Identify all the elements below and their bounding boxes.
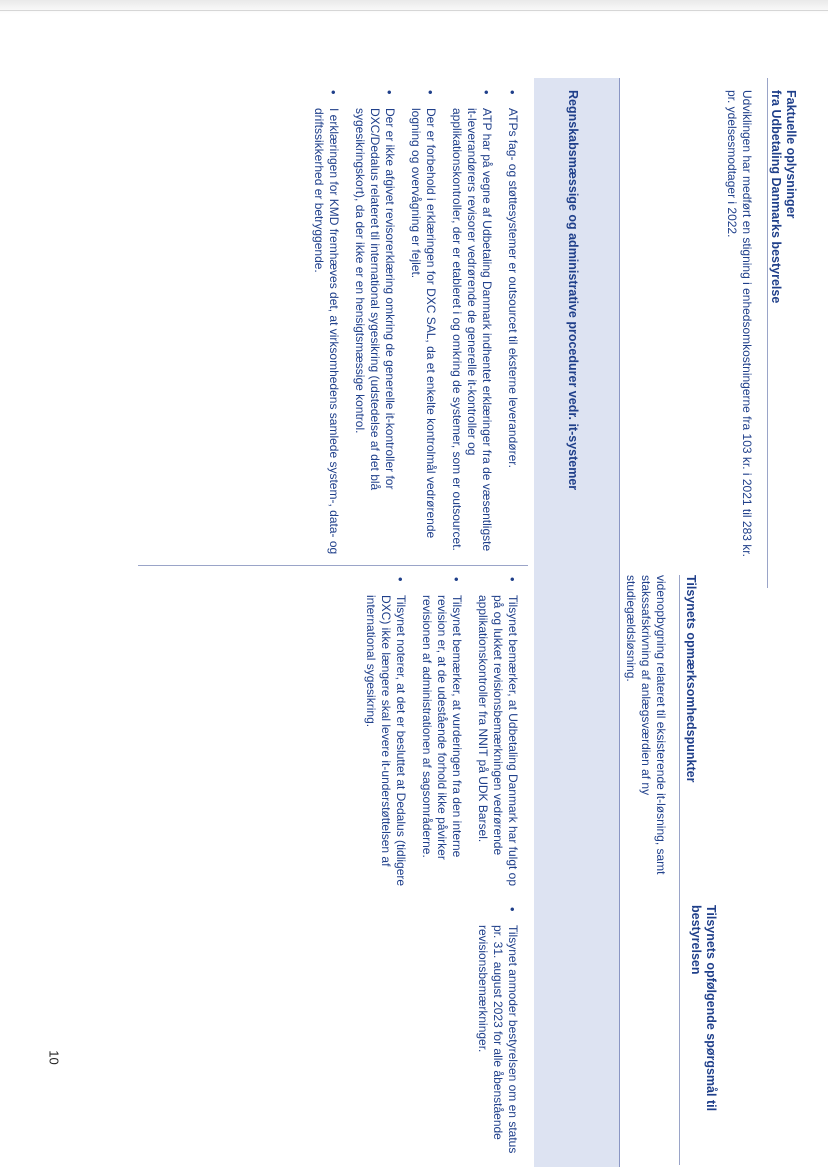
col2-bullet: • Tilsynet noterer, at det er besluttet at Dedalus (tidligere DXC) ikke længere skal levere it-understøttelsen af international sygesikring. <box>363 575 408 895</box>
col2-header <box>683 575 698 915</box>
col1-header-rule <box>767 78 768 588</box>
page-number: 10 <box>46 1050 62 1065</box>
col1-header <box>768 90 798 510</box>
col3-header-line1: Tilsynets opfølgende spørgsmål til <box>704 905 718 1112</box>
col2-header-text: Tilsynets opmærksomhedspunkter <box>684 575 698 783</box>
col1-bullet: • ATP har på vegne af Udbetaling Danmark indhentet erklæringer fra de væsentligste it-leverandørers revisorer vedrørende de generelle it-kontroller og applikationskontroller, der er etableret i og omkring de systemer, som er outsourcet. <box>449 88 494 558</box>
col1-bullet: • I erklæringen for KMD fremhæves det, at virksomhedens samlede system-, data- og driftssikkerhed er betryggende. <box>311 88 341 558</box>
top-row-col2-text: videnopbygning relateret til eksisterende it-løsning, samt stakssafskrivning af anlægsværdien af ny studiegældsløsning. <box>624 575 668 875</box>
top-row-col1-text: Udviklingen har medført en stigning i enhedsomkostningerne fra 103 kr. i 2021 til 283 kr. pr. ydelsesmodtager i 2022. <box>725 90 754 557</box>
col2-bullet: • Tilsynet bemærker, at vurderingen fra den interne revision er, at de udestående forhold ikke påvirker revisionen af administrationen af sagsområderne. <box>419 575 464 895</box>
column-divider-1 <box>138 565 528 566</box>
col3-header <box>688 905 718 1165</box>
col1-bullet: • Der er ikke afgivet revisorerklæring omkring de generelle it-kontroller for DXC/Dedalus relateret til international sygesikring (udstedelse af det blå sygesikringskort), da der ikke er en hensigtsmæssige kontrol. <box>352 88 397 558</box>
col1-bullet: • Der er forbehold i erklæringen for DXC SAL, da et enkelte kontrolmål vedrørende logning og overvågning er fejlet. <box>408 88 438 558</box>
col3-bullet-list <box>464 905 520 1160</box>
col1-bullet-list <box>300 88 520 558</box>
col2-3-header-rule <box>679 575 680 1165</box>
col3-bullet: • Tilsynet anmoder bestyrelsen om en status pr. 31. august 2023 for alle åbenstående revisionsbemærkninger. <box>475 905 520 1160</box>
col1-bullet: • ATPs fag- og støttesystemer er outsourcet til eksterne leverandører. <box>505 88 520 558</box>
col3-header-line2: bestyrelsen <box>689 905 703 975</box>
col2-bullet-list <box>352 575 520 895</box>
col2-bullet: • Tilsynet bemærker, at Udbetaling Danmark har fulgt op på og lukket revisionsbemærkningen vedrørende applikationskontroller fra NNIT på UDK Barsel. <box>475 575 520 895</box>
col1-header-line1: Faktuelle oplysninger <box>784 90 798 219</box>
section-title: Regnskabsmæssige og administrative procedurer vedr. it-systemer <box>566 90 580 491</box>
col1-header-line2: fra Udbetaling Danmarks bestyrelse <box>769 90 783 304</box>
